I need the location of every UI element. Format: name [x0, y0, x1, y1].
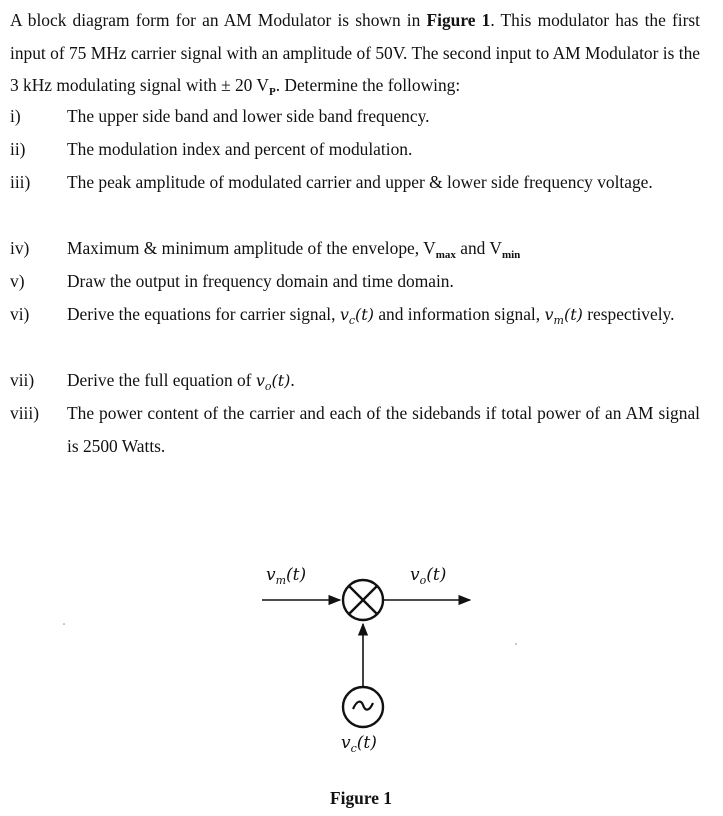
question-number: ii) [10, 139, 26, 159]
question-number: vi) [10, 304, 30, 324]
question-number: iii) [10, 172, 31, 192]
oscillator-source-icon [343, 687, 383, 727]
output-signal-label: $v_o(t)$ [410, 565, 447, 587]
carrier-signal-symbol: $v_c(t)$ [339, 305, 374, 327]
scan-dot [515, 643, 517, 645]
carrier-signal-label: $v_c(t)$ [341, 733, 377, 755]
information-signal-symbol: $v_m(t)$ [544, 305, 583, 327]
figure-reference: Figure 1 [426, 10, 491, 30]
question-number: viii) [10, 403, 39, 423]
figure-caption: Figure 1 [330, 788, 392, 808]
question-text: Derive the full equation of $v_o(t)$. [67, 370, 295, 393]
mixer-multiplier-icon [343, 580, 383, 620]
question-text: The peak amplitude of modulated carrier and upper & lower side frequency voltage. [67, 172, 653, 192]
question-text: The power content of the carrier and each of the sidebands if total power of an AM signal is 2500 Watts. [67, 403, 700, 456]
question-number: iv) [10, 238, 30, 258]
output-signal-symbol: $v_o(t)$ [255, 371, 291, 393]
question-text: Derive the equations for carrier signal, $v_c(t)$ and information signal, $v_m(t)$ respectively. [67, 304, 675, 327]
question-text: Maximum & minimum amplitude of the envelope, $V_{max}$ and $V_{min}$ [67, 238, 521, 261]
question-text: The modulation index and percent of modulation. [67, 139, 413, 159]
question-text: The upper side band and lower side band frequency. [67, 106, 430, 126]
scan-dot [63, 623, 65, 625]
question-text: Draw the output in frequency domain and time domain. [67, 271, 454, 291]
question-number: v) [10, 271, 25, 291]
question-number: i) [10, 106, 21, 126]
question-number: vii) [10, 370, 35, 390]
problem-intro: A block diagram form for an AM Modulator is shown in Figure 1. This modulator has the first input of 75 MHz carrier signal with an amplitude of 50V. The second input to AM Modulator is the 3 kHz modulating signal with ± 20 $V_P$. Determine the following: [10, 10, 700, 98]
input-signal-label: $v_m(t)$ [266, 565, 307, 587]
